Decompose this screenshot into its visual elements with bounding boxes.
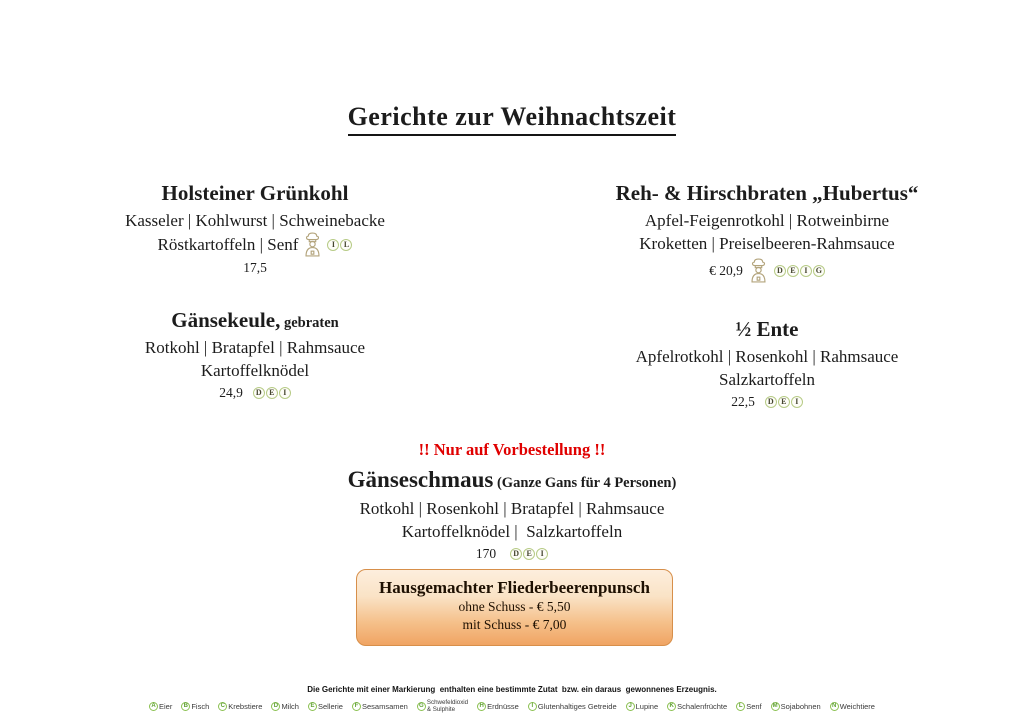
dish-gaenseschmaus xyxy=(0,466,1024,562)
dish-price-row xyxy=(30,385,480,401)
dish-ingredients-line: Kartoffelknödel | Salzkartoffeln xyxy=(401,521,623,541)
dish-name-suffix: gebraten xyxy=(280,315,339,331)
dish-name: ½ Ente xyxy=(735,317,799,341)
allergen-letter-icon: H xyxy=(477,702,486,711)
allergen-letter-icon: J xyxy=(626,702,635,711)
dish-ingredients-text: Röstkartoffeln | Senf xyxy=(157,235,299,255)
dish-price: € 20,9 xyxy=(709,262,743,278)
allergen-letter-icon: M xyxy=(772,703,778,710)
dish-name-main: Gänsekeule, xyxy=(171,308,281,332)
dish-price-row xyxy=(0,546,1024,562)
dish-holsteiner-gruenkohl xyxy=(30,181,480,276)
dish-price-row xyxy=(547,258,987,283)
dish-ingredients-line: Kartoffelknödel xyxy=(200,361,310,381)
dish-price-row xyxy=(30,260,480,276)
chef-hat-icon xyxy=(749,258,768,283)
legend-label: Eier xyxy=(159,701,173,711)
dish-ingredients-line: Salzkartoffeln xyxy=(719,370,815,390)
allergen-chip: E xyxy=(778,396,790,408)
legend-item-glutenhaltiges-getreide xyxy=(528,702,617,711)
allergen-chips xyxy=(510,548,548,560)
allergen-letter-icon: G xyxy=(417,702,426,711)
dish-name: Holsteiner Grünkohl xyxy=(161,181,349,205)
punch-offer-box xyxy=(356,569,673,646)
legend-item-schwefeldioxid xyxy=(417,699,468,713)
legend-label: Erdnüsse xyxy=(487,701,519,711)
legend-item-erdnuesse xyxy=(477,702,519,711)
allergen-letter-icon: F xyxy=(352,702,361,711)
dish-halbe-ente xyxy=(547,317,987,410)
legend-item-schalenfruechte xyxy=(667,702,727,711)
dish-name xyxy=(0,466,1024,494)
allergen-chip: L xyxy=(340,239,352,251)
punch-price-line: ohne Schuss - € 5,50 xyxy=(458,599,571,615)
legend-item-sellerie xyxy=(308,702,343,711)
preorder-note: !! Nur auf Vorbestellung !! xyxy=(418,440,606,459)
dish-reh-hirschbraten-hubertus xyxy=(547,181,987,283)
page-title-text: Gerichte zur Weihnachtszeit xyxy=(348,102,677,136)
dish-ingredients-line: Apfelrotkohl | Rosenkohl | Rahmsauce xyxy=(635,347,899,367)
legend-label: Fisch xyxy=(191,701,210,711)
dish-price-row xyxy=(547,394,987,410)
allergen-chip: I xyxy=(279,387,291,399)
legend-label: Lupine xyxy=(635,701,659,711)
dish-ingredients-line: Kroketten | Preiselbeeren-Rahmsauce xyxy=(639,234,895,254)
allergen-letter-icon: E xyxy=(308,702,317,711)
legend-item-sojabohnen xyxy=(771,702,821,711)
page-title xyxy=(0,102,1024,136)
dish-price: 170 xyxy=(475,545,497,561)
legend-label: Schwefeldioxid xyxy=(426,699,469,706)
dish-ingredients-line: Rotkohl | Bratapfel | Rahmsauce xyxy=(144,338,366,358)
allergen-chips xyxy=(774,265,825,277)
legend-label: Sojabohnen xyxy=(780,701,821,711)
allergen-letter-icon: K xyxy=(667,702,676,711)
legend-label: Weichtiere xyxy=(839,701,875,711)
allergen-letter-icon: I xyxy=(528,702,537,711)
legend-label: Sesamsamen xyxy=(361,701,408,711)
legend-label: Krebstiere xyxy=(228,701,263,711)
legend-item-senf xyxy=(736,702,761,711)
allergen-chip: D xyxy=(253,387,265,399)
allergen-footnote: Die Gerichte mit einer Markierung enthalten eine bestimmte Zutat bzw. ein daraus gewonnenes Erzeugnis. xyxy=(307,685,717,694)
legend-item-fisch xyxy=(181,702,209,711)
legend-label: & Sulphite xyxy=(426,706,456,714)
allergen-chip: I xyxy=(791,396,803,408)
allergen-letter-icon: D xyxy=(271,702,280,711)
legend-item-lupine xyxy=(626,702,659,711)
legend-item-sesamsamen xyxy=(352,702,408,711)
allergen-legend xyxy=(0,699,1024,713)
chef-hat-icon xyxy=(303,232,322,257)
allergen-chips xyxy=(765,396,803,408)
allergen-chip: D xyxy=(510,548,522,560)
dish-ingredients-line: Rotkohl | Rosenkohl | Bratapfel | Rahmsauce xyxy=(359,498,665,518)
dish-name-main: Gänseschmaus xyxy=(347,467,494,492)
allergen-chip: E xyxy=(523,548,535,560)
allergen-chip: G xyxy=(813,265,825,277)
dish-name xyxy=(30,308,480,333)
allergen-letter-icon: A xyxy=(149,702,158,711)
allergen-chip: I xyxy=(536,548,548,560)
legend-item-milch xyxy=(271,702,299,711)
dish-name-suffix: (Ganze Gans für 4 Personen) xyxy=(493,475,677,491)
allergen-chip: D xyxy=(765,396,777,408)
dish-gaensekeule xyxy=(30,308,480,401)
dish-price: 17,5 xyxy=(243,260,267,276)
legend-label: Senf xyxy=(746,701,762,711)
allergen-chip: I xyxy=(327,239,339,251)
legend-label: Sellerie xyxy=(317,701,343,711)
legend-item-krebstiere xyxy=(218,702,262,711)
allergen-chip: D xyxy=(774,265,786,277)
allergen-chips xyxy=(253,387,291,399)
legend-label: Milch xyxy=(281,701,299,711)
allergen-chip: E xyxy=(787,265,799,277)
allergen-letter-icon: B xyxy=(181,702,190,711)
allergen-chip: I xyxy=(800,265,812,277)
legend-item-eier xyxy=(149,702,172,711)
punch-price-line: mit Schuss - € 7,00 xyxy=(462,616,567,632)
allergen-letter-icon: C xyxy=(218,702,227,711)
allergen-letter-icon: N xyxy=(830,702,839,711)
dish-ingredients-line: Kasseler | Kohlwurst | Schweinebacke xyxy=(125,211,385,231)
legend-item-weichtiere xyxy=(830,702,875,711)
punch-title: Hausgemachter Fliederbeerenpunsch xyxy=(379,578,650,597)
dish-ingredients-line xyxy=(30,232,480,257)
dish-name: Reh- & Hirschbraten „Hubertus“ xyxy=(615,181,919,205)
allergen-chip: E xyxy=(266,387,278,399)
allergen-chips xyxy=(327,239,352,251)
dish-price: 24,9 xyxy=(219,385,243,401)
allergen-letter-icon: L xyxy=(736,702,745,711)
dish-price: 22,5 xyxy=(731,394,755,410)
legend-label-stacked xyxy=(427,699,468,713)
legend-label: Glutenhaltiges Getreide xyxy=(537,701,617,711)
legend-label: Schalenfrüchte xyxy=(677,701,728,711)
dish-ingredients-line: Apfel-Feigenrotkohl | Rotweinbirne xyxy=(644,211,890,231)
